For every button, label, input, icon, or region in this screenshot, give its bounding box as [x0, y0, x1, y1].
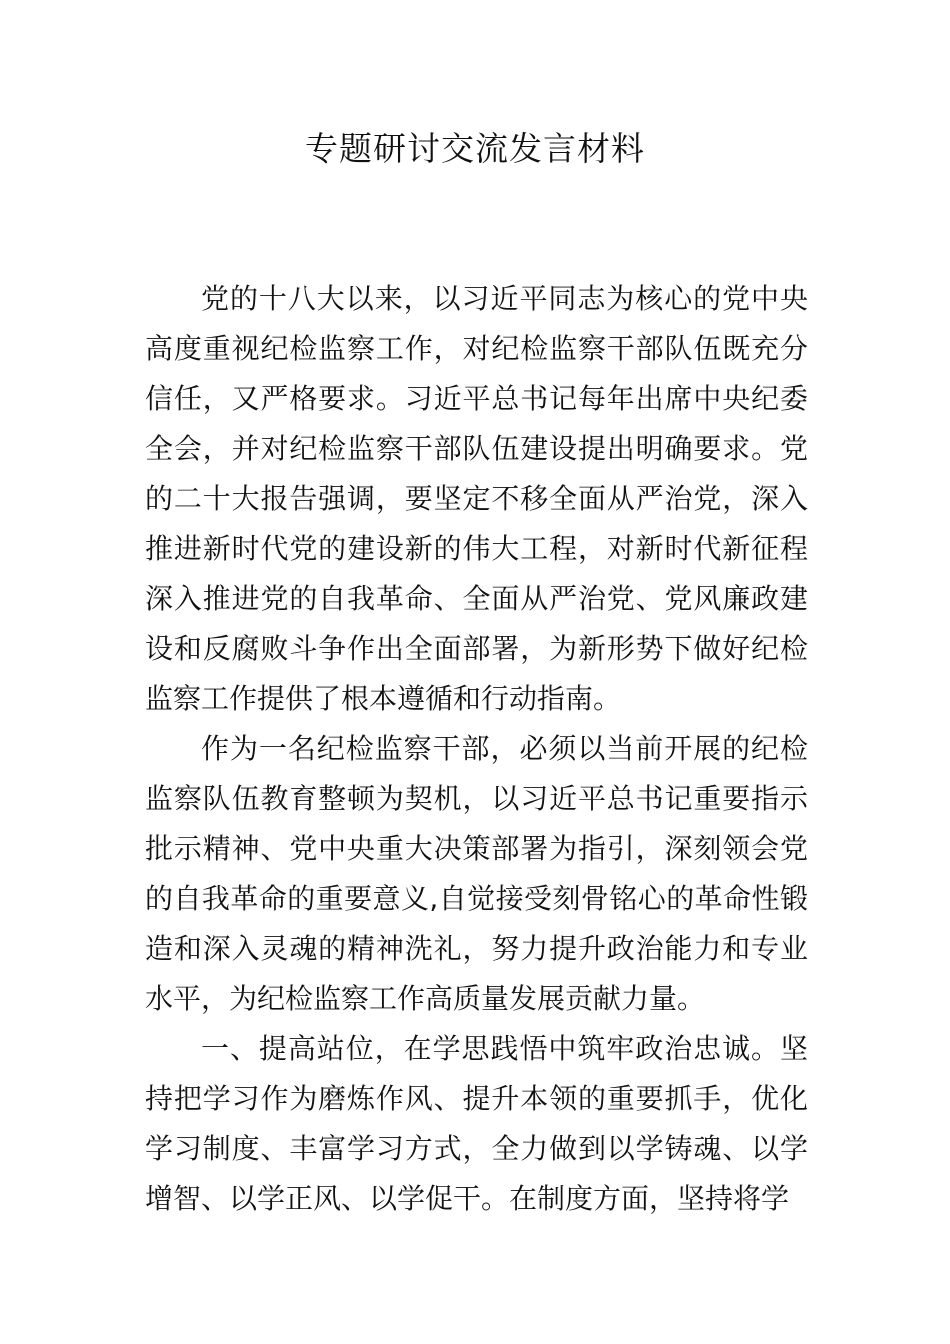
paragraph-intro: 党的十八大以来，以习近平同志为核心的党中央高度重视纪检监察工作，对纪检监察干部队伍既充分信任，又严格要求。习近平总书记每年出席中央纪委全会，并对纪检监察干部队伍建设提出明确要求。党的二十大报告强调，要坚定不移全面从严治党，深入推进新时代党的建设新的伟大工程，对新时代新征程深入推进党的自我革命、全面从严治党、党风廉政建设和反腐败斗争作出全面部署，为新形势下做好纪检监察工作提供了根本遵循和行动指南。 [145, 282, 808, 715]
document-body [145, 274, 808, 1224]
paragraph-section-one: 一、提高站位，在学思践悟中筑牢政治忠诚。坚持把学习作为磨炼作风、提升本领的重要抓手，优化学习制度、丰富学习方式，全力做到以学铸魂、以学增智、以学正风、以学促干。在制度方面，坚持将学 [145, 1032, 808, 1215]
document-title: 专题研讨交流发言材料 [305, 129, 645, 168]
paragraph-commitment: 作为一名纪检监察干部，必须以当前开展的纪检监察队伍教育整顿为契机，以习近平总书记重要指示批示精神、党中央重大决策部署为指引，深刻领会党的自我革命的重要意义,自觉接受刻骨铭心的革命性锻造和深入灵魂的精神洗礼，努力提升政治能力和专业水平，为纪检监察工作高质量发展贡献力量。 [145, 732, 808, 1015]
